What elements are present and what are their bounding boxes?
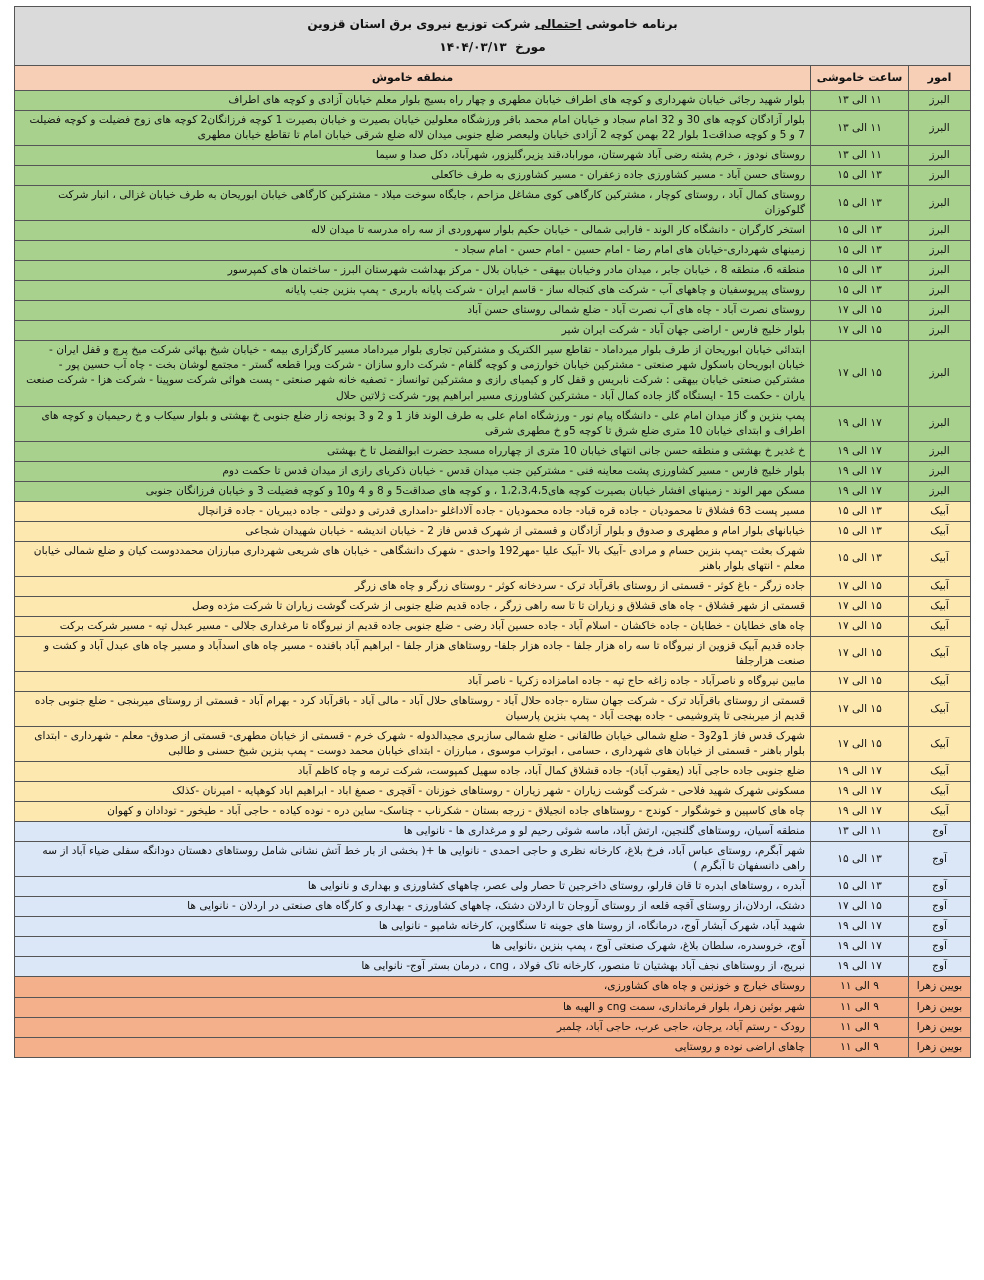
row-omur: آبیک bbox=[909, 782, 971, 802]
row-omur: البرز bbox=[909, 461, 971, 481]
row-area: مسکن مهر الوند - زمینهای افشار خیابان بصیرت کوچه های1،2،3،4،5 ، و کوچه های صداقت5 و 8 و 4 و10 و کوچه فضیلت 3 و خیابان فرزانگان جنوبی bbox=[15, 481, 811, 501]
table-row bbox=[15, 997, 971, 1017]
row-omur: البرز bbox=[909, 321, 971, 341]
row-area: بلوار آزادگان کوچه های 30 و 32 امام سجاد و خیابان امام محمد باقر ورزشگاه معلولین خیابان بصیرت و خیابان بصیرت 1 کوچه فرزانگان2 کوچه های زوج فضیلت و کوچه فضیلت 7 و 5 و کوچه صداقت1 بلوار 22 بهمن کوچه 2 آزادی خیابان ولیعصر ضلع جنوبی میدان لاله ضلع شرقی خیابان امام تا تقاطع خیابان مطهری bbox=[15, 111, 811, 146]
row-time: ۱۳ الی ۱۵ bbox=[811, 842, 909, 877]
table-row bbox=[15, 762, 971, 782]
row-time: ۱۷ الی ۱۹ bbox=[811, 762, 909, 782]
table-row bbox=[15, 166, 971, 186]
row-omur: البرز bbox=[909, 166, 971, 186]
table-row bbox=[15, 917, 971, 937]
row-omur: آوج bbox=[909, 842, 971, 877]
table-row bbox=[15, 481, 971, 501]
row-area: چاه های کاسپین و خوشگوار - کوندج - روستاهای جاده انجیلاق - زرجه بستان - شکرناب - چناسک- ساین دره - نوده کیاده - حاجی آباد - طیخور - تودادان و کهوان bbox=[15, 802, 811, 822]
row-time: ۱۵ الی ۱۷ bbox=[811, 576, 909, 596]
row-area: قسمتی از شهر قشلاق - چاه های قشلاق و زیاران تا تا سه راهی زرگر ، جاده قدیم ضلع جنوبی از شرکت گوشت زیاران تا شرکت مژده وصل bbox=[15, 596, 811, 616]
row-area: قسمتی از روستای باقرآباد ترک - شرکت جهان ستاره -جاده حلال آباد - روستاهای حلال آباد - مالی آباد - باقرآباد کرد - بهرام آباد - قسمتی از روستای میربنجی - ضلع جنوبی جاده قدیم از میربنجی تا پتروشیمی - جاده بهجت آباد - پمپ بنزین پارسیان bbox=[15, 692, 811, 727]
table-row bbox=[15, 616, 971, 636]
row-area: روستای خیارج و خوزنین و چاه های کشاورزی، bbox=[15, 977, 811, 997]
row-time: ۱۱ الی ۱۳ bbox=[811, 111, 909, 146]
row-omur: بویین زهرا bbox=[909, 1017, 971, 1037]
row-area: منطقه آسیان، روستاهای گلنجین، ارتش آباد، ماسه شوئی رحیم لو و مرغداری ها - نانوایی ها bbox=[15, 822, 811, 842]
row-omur: البرز bbox=[909, 221, 971, 241]
row-area: روستای حسن آباد - مسیر کشاورزی جاده زعفران - مسیر کشاورزی به طرف خاکعلی bbox=[15, 166, 811, 186]
row-omur: آبیک bbox=[909, 692, 971, 727]
row-area: بلوار شهید رجائی خیابان شهرداری و کوچه های اطراف خیابان مطهری و چهار راه بسیج بلوار معلم خیابان آزادی و کوچه های اطراف bbox=[15, 91, 811, 111]
row-time: ۱۵ الی ۱۷ bbox=[811, 727, 909, 762]
row-time: ۱۳ الی ۱۵ bbox=[811, 221, 909, 241]
row-area: مسکونی شهرک شهید فلاحی - شرکت گوشت زیاران - شهر زیاران - روستاهای خوزنان - آقچری - صمغ اباد - ابراهیم اباد کوهپایه - امیرنان -کذلک bbox=[15, 782, 811, 802]
row-omur: آبیک bbox=[909, 596, 971, 616]
row-time: ۱۳ الی ۱۵ bbox=[811, 166, 909, 186]
row-omur: بویین زهرا bbox=[909, 1037, 971, 1057]
row-omur: آبیک bbox=[909, 762, 971, 782]
table-row bbox=[15, 341, 971, 406]
row-omur: آبیک bbox=[909, 727, 971, 762]
table-row bbox=[15, 692, 971, 727]
table-row bbox=[15, 957, 971, 977]
table-row bbox=[15, 842, 971, 877]
row-omur: البرز bbox=[909, 341, 971, 406]
row-time: ۱۳ الی ۱۵ bbox=[811, 877, 909, 897]
row-area: مابین نیروگاه و ناصرآباد - جاده زاغه حاج تپه - جاده امامزاده زکریا - ناصر آباد bbox=[15, 671, 811, 691]
row-time: ۱۵ الی ۱۷ bbox=[811, 321, 909, 341]
row-omur: البرز bbox=[909, 281, 971, 301]
row-time: ۱۷ الی ۱۹ bbox=[811, 481, 909, 501]
column-header-saat: ساعت خاموشی bbox=[811, 66, 909, 91]
table-row bbox=[15, 576, 971, 596]
row-area: چاه های خطایان - خطایان - جاده خاکشان - اسلام آباد - جاده حسین آباد رضی - ضلع جنوبی جاده قدیم از نیروگاه تا مرغداری جلالی - مسیر عبدل تپه - مسیر شرکت برکت bbox=[15, 616, 811, 636]
row-omur: البرز bbox=[909, 261, 971, 281]
column-header-row bbox=[15, 66, 971, 91]
row-omur: آوج bbox=[909, 937, 971, 957]
table-row bbox=[15, 977, 971, 997]
table-row bbox=[15, 822, 971, 842]
table-body bbox=[15, 91, 971, 1058]
row-omur: بویین زهرا bbox=[909, 997, 971, 1017]
row-omur: البرز bbox=[909, 481, 971, 501]
row-area: آوج، خروسدره، سلطان بلاغ، شهرک صنعتی آوج ، پمپ بنزین ،نانوایی ها bbox=[15, 937, 811, 957]
row-area: شهر بوئین زهرا، بلوار فرمانداری، سمت cng و الهیه ها bbox=[15, 997, 811, 1017]
table-row bbox=[15, 802, 971, 822]
blackout-table bbox=[14, 6, 971, 1058]
row-area: بلوار خلیج فارس - اراضی جهان آباد - شرکت ایران شیر bbox=[15, 321, 811, 341]
row-time: ۱۵ الی ۱۷ bbox=[811, 596, 909, 616]
schedule-document bbox=[14, 6, 970, 1058]
row-omur: آوج bbox=[909, 897, 971, 917]
table-row bbox=[15, 221, 971, 241]
row-area: روستای کمال آباد ، روستای کوچار ، مشترکین کارگاهی کوی مشاغل مزاحم ، جایگاه سوخت میلاد - مشترکین کارگاهی خیابان ابوریحان به طرف خیابان غزالی ، انبار شرکت گلوکوزان bbox=[15, 186, 811, 221]
row-omur: البرز bbox=[909, 241, 971, 261]
row-time: ۱۱ الی ۱۳ bbox=[811, 822, 909, 842]
row-time: ۱۵ الی ۱۷ bbox=[811, 897, 909, 917]
column-header-area: منطقه خاموش bbox=[15, 66, 811, 91]
row-area: جاده قدیم آبیک قزوین از نیروگاه تا سه راه هزار جلفا - جاده هزار جلفا- روستاهای هزار جلفا - ابراهیم آباد بافنده - مسیر چاه های اسدآباد و مسیر چاه های عبدل آباد و کشت و صنعت هزارجلفا bbox=[15, 636, 811, 671]
table-row bbox=[15, 301, 971, 321]
row-time: ۱۱ الی ۱۳ bbox=[811, 146, 909, 166]
row-area: بلوار خلیج فارس - مسیر کشاورزی پشت معاینه فنی - مشترکین جنب میدان قدس - خیابان ذکریای رازی از میدان قدس تا حکمت دوم bbox=[15, 461, 811, 481]
row-time: ۱۳ الی ۱۵ bbox=[811, 186, 909, 221]
title-prefix: برنامه خاموشی bbox=[581, 16, 678, 31]
row-time: ۱۷ الی ۱۹ bbox=[811, 957, 909, 977]
row-time: ۱۳ الی ۱۵ bbox=[811, 501, 909, 521]
row-time: ۱۳ الی ۱۵ bbox=[811, 281, 909, 301]
row-omur: البرز bbox=[909, 111, 971, 146]
row-time: ۱۵ الی ۱۷ bbox=[811, 671, 909, 691]
row-omur: البرز bbox=[909, 91, 971, 111]
row-omur: آبیک bbox=[909, 802, 971, 822]
row-area: شهرک بعثت -پمپ بنزین حسام و مرادی -آبیک بالا -آبیک علیا -مهر192 واحدی - شهرک دانشگاهی - خیابان های شریعی شهرداری مبارزان محمددوست کیان و ضلع شمالی خیابان معلم - انتهای بلوار باهنر bbox=[15, 541, 811, 576]
table-row bbox=[15, 501, 971, 521]
title-suffix: شرکت توزیع نیروی برق استان قزوین bbox=[307, 16, 535, 31]
row-time: ۱۵ الی ۱۷ bbox=[811, 692, 909, 727]
row-time: ۱۷ الی ۱۹ bbox=[811, 406, 909, 441]
table-row bbox=[15, 461, 971, 481]
row-omur: آبیک bbox=[909, 671, 971, 691]
row-omur: بویین زهرا bbox=[909, 977, 971, 997]
row-omur: آبیک bbox=[909, 636, 971, 671]
row-area: استخر کارگران - دانشگاه کار الوند - فارابی شمالی - خیابان حکیم بلوار سهروردی از سه راه مدرسه تا میدان لاله bbox=[15, 221, 811, 241]
table-row bbox=[15, 877, 971, 897]
table-row bbox=[15, 241, 971, 261]
row-area: جاده زرگر - باغ کوثر - قسمتی از روستای باقرآباد ترک - سردخانه کوثر - روستای زرگر و چاه های زرگر bbox=[15, 576, 811, 596]
row-time: ۱۵ الی ۱۷ bbox=[811, 616, 909, 636]
row-area: مسیر پست 63 قشلاق تا محمودیان - جاده قره قباد- جاده محمودیان - جاده آلاداغلو -دامداری قدرتی و دولتی - جاده دیبریان - جاده قزانچال bbox=[15, 501, 811, 521]
row-area: دشتک، اردلان،از روستای آقچه قلعه از روستای آروجان تا اردلان دشتک، چاههای کشاورزی - بهداری و کارگاه های صنعتی در اردلان - نانوایی ها bbox=[15, 897, 811, 917]
date-label: مورخ bbox=[515, 40, 546, 54]
row-area: روستای نودوز ، خرم پشته رضی آباد شهرستان، موراباد،قند یزیر،گلیزور، شهرآباد، دکل صدا و سیما bbox=[15, 146, 811, 166]
table-row bbox=[15, 1017, 971, 1037]
row-time: ۱۵ الی ۱۷ bbox=[811, 341, 909, 406]
title-emphasis: احتمالی bbox=[534, 16, 582, 31]
table-row bbox=[15, 406, 971, 441]
row-time: ۹ الی ۱۱ bbox=[811, 977, 909, 997]
row-area: چاهای اراضی نوده و روستایی bbox=[15, 1037, 811, 1057]
table-row bbox=[15, 897, 971, 917]
row-area: منطقه 6، منطقه 8 ، خیابان جابر ، میدان مادر وخیابان بیهقی - خیابان بلال - مرکز بهداشت شهرستان البرز - ساختمان های کمپرسور bbox=[15, 261, 811, 281]
table-row bbox=[15, 782, 971, 802]
table-row bbox=[15, 91, 971, 111]
table-row bbox=[15, 186, 971, 221]
table-row bbox=[15, 111, 971, 146]
table-row bbox=[15, 671, 971, 691]
row-area: ضلع جنوبی جاده حاجی آباد (یعقوب آباد)- جاده قشلاق کمال آباد، جاده سهیل کمپوست، شرکت ترمه و چاه کاظم آباد bbox=[15, 762, 811, 782]
row-omur: البرز bbox=[909, 186, 971, 221]
page-title bbox=[19, 16, 966, 33]
row-area: روستای پیرپوسفیان و چاههای آب - شرکت های کنجاله ساز - قاسم ایران - شرکت پایانه باربری - پمپ بنزین جنب پایانه bbox=[15, 281, 811, 301]
row-time: ۱۳ الی ۱۵ bbox=[811, 241, 909, 261]
row-area: روستای نصرت آباد - چاه های آب نصرت آباد - ضلع شمالی روستای حسن آباد bbox=[15, 301, 811, 321]
row-area: رودک - رستم آباد، یرجان، حاجی عرب، حاجی آباد، چلمبر bbox=[15, 1017, 811, 1037]
table-row bbox=[15, 146, 971, 166]
row-omur: آبیک bbox=[909, 576, 971, 596]
row-time: ۱۷ الی ۱۹ bbox=[811, 782, 909, 802]
row-area: خ غدیر خ بهشتی و منطقه حسن جانی انتهای خیابان 10 متری از چهارراه مسجد حضرت ابوالفضل تا خ بهشتی bbox=[15, 441, 811, 461]
row-time: ۹ الی ۱۱ bbox=[811, 1017, 909, 1037]
table-row bbox=[15, 441, 971, 461]
title-block bbox=[15, 7, 971, 66]
row-omur: آبیک bbox=[909, 501, 971, 521]
row-time: ۱۷ الی ۱۹ bbox=[811, 802, 909, 822]
row-time: ۱۷ الی ۱۹ bbox=[811, 937, 909, 957]
row-time: ۱۵ الی ۱۷ bbox=[811, 636, 909, 671]
row-area: خیابانهای بلوار امام و مطهری و صدوق و بلوار آزادگان و قسمتی از شهرک قدس فاز 2 - خیابان اندیشه - خیابان شهیدان شجاعی bbox=[15, 521, 811, 541]
row-omur: البرز bbox=[909, 146, 971, 166]
row-area: شهید آباد، شهرک آبشار آوج، درمانگاه، از روستا های جوینه تا سنگاوین، کارخانه شامپو - نانوایی ها bbox=[15, 917, 811, 937]
row-omur: البرز bbox=[909, 406, 971, 441]
row-time: ۹ الی ۱۱ bbox=[811, 1037, 909, 1057]
row-time: ۱۳ الی ۱۵ bbox=[811, 261, 909, 281]
table-row bbox=[15, 521, 971, 541]
row-omur: آبیک bbox=[909, 541, 971, 576]
column-header-omur: امور bbox=[909, 66, 971, 91]
table-row bbox=[15, 596, 971, 616]
table-row bbox=[15, 1037, 971, 1057]
date-value: ۱۴۰۴/۰۳/۱۳ bbox=[439, 40, 507, 54]
table-row bbox=[15, 636, 971, 671]
row-area: زمینهای شهرداری-خیابان های امام رضا - امام حسین - امام حسن - امام سجاد - bbox=[15, 241, 811, 261]
row-time: ۱۵ الی ۱۷ bbox=[811, 301, 909, 321]
row-area: شهر آبگرم، روستای عباس آباد، فرخ بلاغ، کارخانه نظری و حاجی احمدی - نانوایی ها +( بخشی از بار خط آتش نشانی شامل روستاهای دهستان دودانگه سفلی ضیاء آباد از سه راهی دانسفهان تا آبگرم ) bbox=[15, 842, 811, 877]
row-time: ۹ الی ۱۱ bbox=[811, 997, 909, 1017]
row-omur: آوج bbox=[909, 822, 971, 842]
row-omur: آوج bbox=[909, 917, 971, 937]
table-row bbox=[15, 937, 971, 957]
row-omur: آبیک bbox=[909, 616, 971, 636]
row-omur: آبیک bbox=[909, 521, 971, 541]
row-omur: البرز bbox=[909, 441, 971, 461]
row-time: ۱۱ الی ۱۳ bbox=[811, 91, 909, 111]
row-time: ۱۳ الی ۱۵ bbox=[811, 521, 909, 541]
row-time: ۱۷ الی ۱۹ bbox=[811, 461, 909, 481]
table-row bbox=[15, 321, 971, 341]
table-row bbox=[15, 281, 971, 301]
row-area: شهرک قدس فاز 1و2و3 - ضلع شمالی خیابان طالقانی - ضلع شمالی سازبری مجیدالدوله - شهرک خرم - قسمتی از خیابان مطهری- قسمتی از صدوق- معلم - شهرداری - ابتدای بلوار باهنر - قسمتی از خیابان های شهرداری ، حسامی ، ابوتراب موسوی ، مبارزان - ابتدای خیابان محمد دوست - پمپ بنزین شیخ حسنی و طالبی bbox=[15, 727, 811, 762]
row-omur: آوج bbox=[909, 877, 971, 897]
row-area: ابتدائی خیابان ابوریحان از طرف بلوار میرداماد - تقاطع سیر الکتریک و مشترکین تجاری بلوار میرداماد مسیر کارگزاری بیمه - خیابان شیخ بهائی شرکت میخ پرچ و قفل ایران - خیابان ابوریحان باسکول شهر صنعتی - مشترکین خیابان خوارزمی و کوچه گلفام - شرکت دارو سازان - شرکت ویرا قطعه گستر - مجتمع لوشان بخت - چاه آب حسین پور - مشترکین صنعتی خیابان بیهقی : شرکت نابریس و قفل کار و کیمیای رازی و مشترکین توانساز - تصفیه خانه شهر صنعتی - پست هوائی شرکت سوپینا - شرکت هزا - شرکت صنعت یاران - حکمت 15 - ایستگاه گاز جاده کمال آباد - مشترکین کشاورزی مسیر ابراهیم پور- شرکت ژلاتین حلال bbox=[15, 341, 811, 406]
row-omur: آوج bbox=[909, 957, 971, 977]
row-time: ۱۷ الی ۱۹ bbox=[811, 917, 909, 937]
row-area: آبدره ، روستاهای ابدره تا قان قارلو، روستای داخرجین تا حصار ولی عصر، چاههای کشاورزی و بهداری و نانوایی ها bbox=[15, 877, 811, 897]
row-area: پمپ بنزین و گاز میدان امام علی - دانشگاه پیام نور - ورزشگاه امام علی به طرف الوند فاز 1 و 2 و 3 یونجه زار ضلع جنوبی خ بهشتی و بلوار سیکاب و خ رحیمیان و کوچه های اطراف و ابتدای خیابان 10 متری ضلع شرق تا کوچه 5و خ مطهری شرقی bbox=[15, 406, 811, 441]
row-time: ۱۳ الی ۱۵ bbox=[811, 541, 909, 576]
table-row bbox=[15, 541, 971, 576]
row-area: نبریج، از روستاهای نجف آباد بهشتیان تا منصور، کارخانه تاک فولاد ، cng ، درمان بستر آوج- نانوایی ها bbox=[15, 957, 811, 977]
date-line bbox=[19, 39, 966, 56]
row-time: ۱۷ الی ۱۹ bbox=[811, 441, 909, 461]
table-row bbox=[15, 727, 971, 762]
table-row bbox=[15, 261, 971, 281]
row-omur: البرز bbox=[909, 301, 971, 321]
